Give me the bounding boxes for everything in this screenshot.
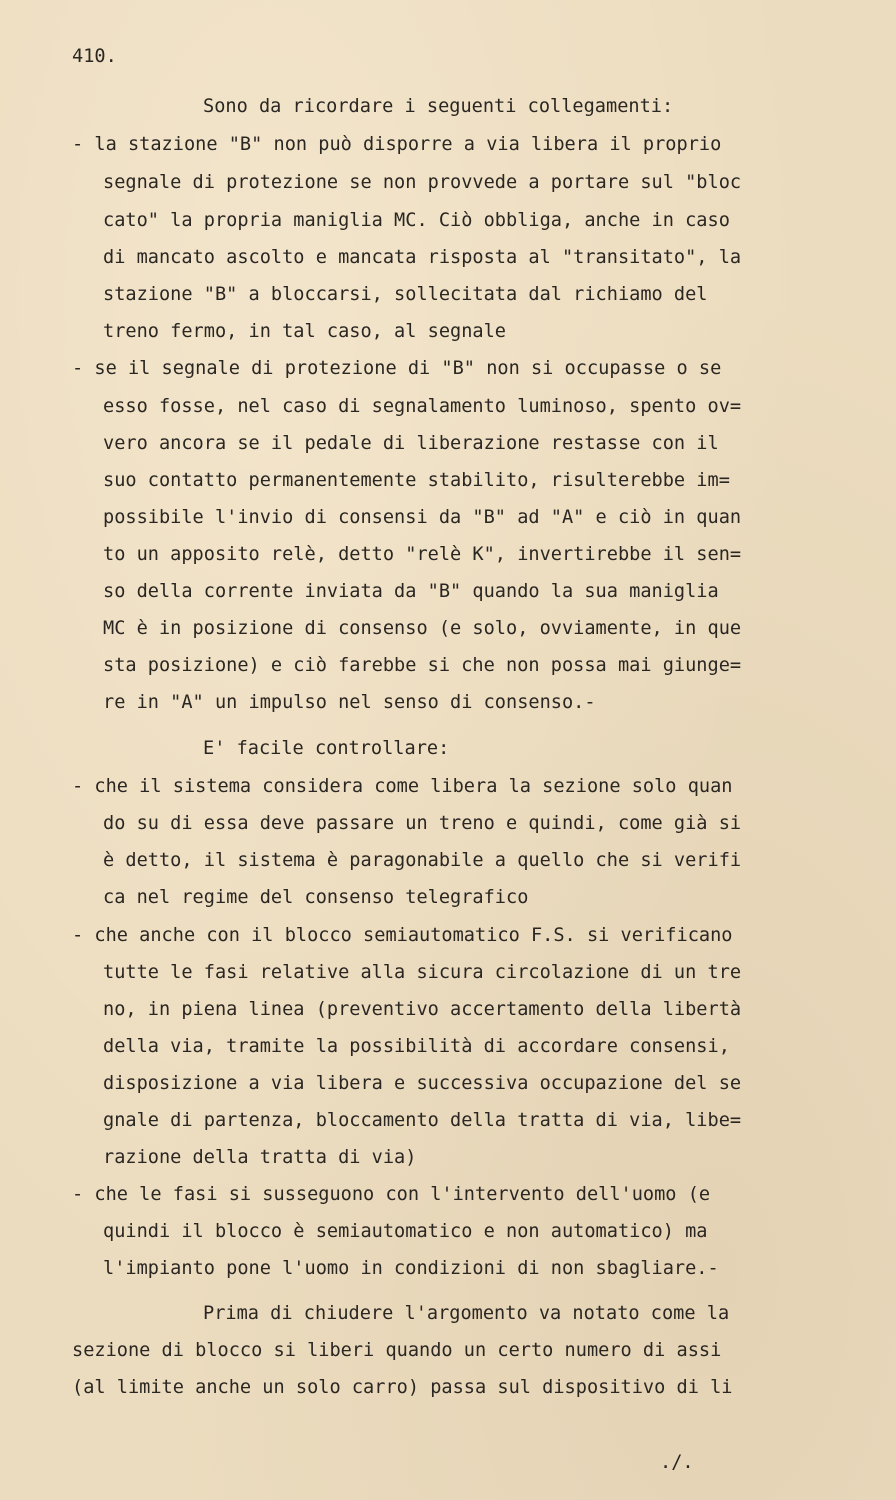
text-line: della via, tramite la possibilità di accordare consensi, (103, 1036, 730, 1057)
text-line: (al limite anche un solo carro) passa sul dispositivo di li (72, 1377, 733, 1398)
continuation-mark: ./. (660, 1452, 694, 1473)
text-line: E' facile controllare: (203, 738, 450, 759)
text-line: do su di essa deve passare un treno e quindi, come già si (103, 813, 742, 834)
text-line: di mancato ascolto e mancata risposta al "transitato", la (103, 247, 742, 268)
text-line: - la stazione "B" non può disporre a via libera il proprio (72, 134, 722, 155)
text-line: - se il segnale di protezione di "B" non si occupasse o se (72, 358, 722, 379)
text-line: disposizione a via libera e successiva occupazione del se (103, 1073, 742, 1094)
text-line: - che le fasi si susseguono con l'intervento dell'uomo (e (72, 1184, 711, 1205)
text-line: ca nel regime del consenso telegrafico (103, 887, 529, 908)
text-line: tutte le fasi relative alla sicura circolazione di un tre (103, 962, 742, 983)
text-line: - che il sistema considera come libera la sezione solo quan (72, 776, 733, 797)
text-line: è detto, il sistema è paragonabile a quello che si verifi (103, 850, 742, 871)
text-line: sta posizione) e ciò farebbe si che non possa mai giunge= (103, 655, 742, 676)
text-line: no, in piena linea (preventivo accertamento della libertà (103, 999, 742, 1020)
text-line: stazione "B" a bloccarsi, sollecitata dal richiamo del (103, 284, 708, 305)
text-line: esso fosse, nel caso di segnalamento luminoso, spento ov= (103, 396, 742, 417)
text-line: segnale di protezione se non provvede a portare sul "bloc (103, 172, 742, 193)
text-line: Prima di chiudere l'argomento va notato come la (203, 1303, 730, 1324)
text-line: gnale di partenza, bloccamento della tratta di via, libe= (103, 1110, 742, 1131)
text-line: MC è in posizione di consenso (e solo, ovviamente, in que (103, 618, 742, 639)
text-line: so della corrente inviata da "B" quando la sua maniglia (103, 581, 719, 602)
text-line: Sono da ricordare i seguenti collegamenti: (203, 96, 674, 117)
text-line: cato" la propria maniglia MC. Ciò obbliga, anche in caso (103, 210, 730, 231)
text-line: razione della tratta di via) (103, 1147, 417, 1168)
text-line: suo contatto permanentemente stabilito, risulterebbe im= (103, 470, 730, 491)
page-number: 410. (72, 46, 117, 67)
text-line: quindi il blocco è semiautomatico e non automatico) ma (103, 1221, 708, 1242)
text-line: - che anche con il blocco semiautomatico F.S. si verificano (72, 925, 733, 946)
text-line: sezione di blocco si liberi quando un certo numero di assi (72, 1340, 722, 1361)
text-line: vero ancora se il pedale di liberazione restasse con il (103, 433, 719, 454)
text-line: l'impianto pone l'uomo in condizioni di non sbagliare.- (103, 1258, 719, 1279)
text-line: possibile l'invio di consensi da "B" ad "A" e ciò in quan (103, 507, 742, 528)
text-line: to un apposito relè, detto "relè K", invertirebbe il sen= (103, 544, 742, 565)
text-line: treno fermo, in tal caso, al segnale (103, 321, 506, 342)
text-line: re in "A" un impulso nel senso di consenso.- (103, 692, 596, 713)
